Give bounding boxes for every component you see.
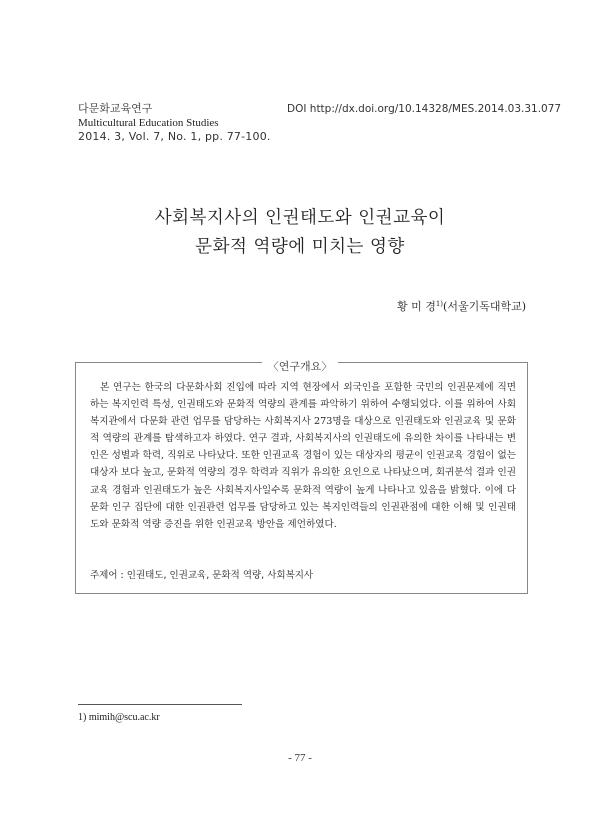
- paper-title-line-2: 문화적 역량에 미치는 영향: [195, 237, 405, 257]
- footnote: 1) mimih@scu.ac.kr: [78, 712, 160, 723]
- doi-link[interactable]: DOI http://dx.doi.org/10.14328/MES.2014.03.31.077: [287, 103, 562, 115]
- keywords: 주제어 : 인권태도, 인권교육, 문화적 역량, 사회복지사: [90, 570, 314, 581]
- paper-title-line-1: 사회복지사의 인권태도와 인권교육이: [154, 208, 446, 228]
- author-line: [397, 298, 526, 314]
- abstract-heading: [0, 355, 600, 374]
- journal-name-korean: 다문화교육연구: [78, 102, 153, 115]
- author-name: 황 미 경: [396, 300, 436, 313]
- journal-name-english: Multicultural Education Studies: [78, 117, 219, 129]
- journal-header: [78, 102, 271, 144]
- page-number: - 77 -: [288, 752, 312, 764]
- author-affiliation: (서울기독대학교): [443, 300, 526, 313]
- footnote-mark: 1): [435, 300, 444, 308]
- abstract-text: 본 연구는 한국의 다문화사회 진입에 따라 지역 현장에서 외국인을 포함한 국민의 인권문제에 직면하는 복지인력 특성, 인권태도와 문화적 역량의 관계를 파악하기 위하여 수행되었다. 이를 위하여 사회복지관에서 다문화 관련 업무를 담당하는 사회복지사 273명을 대상으로 인권태도와 인권교육 및 문화적 역량의 관계를 탐색하고자 하였다. 연구 결과, 사회복지사의 인권태도에 유의한 차이를 나타내는 변인은 성별과 학력, 직위로 나타났다. 또한 인권교육 경험이 있는 대상자의 평균이 인권교육 경험이 없는 대상자 보다 높고, 문화적 역량의 경우 학력과 직위가 유의한 요인으로 나타났으며, 회귀분석 결과 인권교육 경험과 인권태도가 높은 사회복지사일수록 문화적 역량이 높게 나타나고 있음을 밝혔다. 이에 다문화 인구 집단에 대한 인권관련 업무를 담당하고 있는 복지인력들의 인권관점에 대한 이해 및 인권태도와 문화적 역량 증진을 위한 인권교육 방안을 제언하였다.: [90, 382, 516, 530]
- footnote-rule: [78, 704, 242, 705]
- abstract-heading-label: 〈연구개요〉: [262, 360, 339, 373]
- citation-info: 2014. 3, Vol. 7, No. 1, pp. 77-100.: [78, 130, 271, 143]
